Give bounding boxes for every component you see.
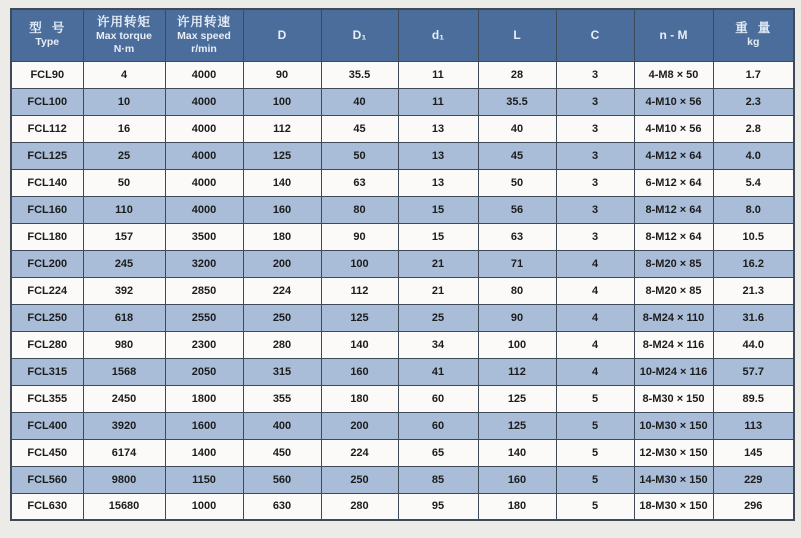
header-row	[11, 9, 794, 61]
value-cell: 40	[321, 88, 398, 115]
model-cell: FCL125	[11, 142, 83, 169]
value-cell: 2050	[165, 358, 243, 385]
table-row	[11, 385, 794, 412]
model-cell: FCL630	[11, 493, 83, 520]
value-cell: 56	[478, 196, 556, 223]
value-cell: 125	[478, 385, 556, 412]
value-cell: 6174	[83, 439, 165, 466]
value-cell: 3	[556, 223, 634, 250]
value-cell: 145	[713, 439, 794, 466]
value-cell: 140	[321, 331, 398, 358]
col-header-max-torque	[83, 9, 165, 61]
value-cell: 125	[321, 304, 398, 331]
value-cell: 5	[556, 466, 634, 493]
value-cell: 160	[321, 358, 398, 385]
table-row	[11, 331, 794, 358]
value-cell: 140	[478, 439, 556, 466]
value-cell: 4	[556, 250, 634, 277]
model-cell: FCL450	[11, 439, 83, 466]
value-cell: 21.3	[713, 277, 794, 304]
value-cell: 1600	[165, 412, 243, 439]
value-cell: 125	[243, 142, 321, 169]
spec-table-container	[10, 8, 793, 521]
model-cell: FCL112	[11, 115, 83, 142]
torque-unit: N·m	[113, 42, 135, 55]
value-cell: 4-M12 × 64	[634, 142, 713, 169]
value-cell: 8-M30 × 150	[634, 385, 713, 412]
value-cell: 90	[321, 223, 398, 250]
col-header-type	[11, 9, 83, 61]
value-cell: 25	[83, 142, 165, 169]
model-cell: FCL180	[11, 223, 83, 250]
value-cell: 392	[83, 277, 165, 304]
value-cell: 71	[478, 250, 556, 277]
table-row	[11, 466, 794, 493]
type-label-en: Type	[35, 36, 60, 49]
value-cell: 5	[556, 412, 634, 439]
value-cell: 200	[321, 412, 398, 439]
value-cell: 13	[398, 115, 478, 142]
value-cell: 3	[556, 88, 634, 115]
value-cell: 12-M30 × 150	[634, 439, 713, 466]
weight-unit: kg	[747, 36, 760, 49]
n-M-label: n - M	[659, 28, 688, 43]
value-cell: 100	[321, 250, 398, 277]
value-cell: 50	[478, 169, 556, 196]
value-cell: 8-M20 × 85	[634, 277, 713, 304]
value-cell: 315	[243, 358, 321, 385]
torque-label-zh: 许用转矩	[96, 14, 151, 29]
value-cell: 3	[556, 61, 634, 88]
value-cell: 4000	[165, 142, 243, 169]
value-cell: 8-M20 × 85	[634, 250, 713, 277]
value-cell: 11	[398, 61, 478, 88]
value-cell: 4	[83, 61, 165, 88]
value-cell: 250	[321, 466, 398, 493]
value-cell: 8-M24 × 116	[634, 331, 713, 358]
value-cell: 4	[556, 304, 634, 331]
model-cell: FCL224	[11, 277, 83, 304]
value-cell: 4000	[165, 115, 243, 142]
value-cell: 125	[478, 412, 556, 439]
value-cell: 160	[478, 466, 556, 493]
table-header	[11, 9, 794, 61]
value-cell: 2.8	[713, 115, 794, 142]
col-header-D	[243, 9, 321, 61]
value-cell: 40	[478, 115, 556, 142]
value-cell: 450	[243, 439, 321, 466]
table-row	[11, 439, 794, 466]
model-cell: FCL400	[11, 412, 83, 439]
value-cell: 5	[556, 493, 634, 520]
value-cell: 1.7	[713, 61, 794, 88]
speed-label-en: Max speed	[177, 29, 231, 42]
col-header-weight	[713, 9, 794, 61]
model-cell: FCL250	[11, 304, 83, 331]
value-cell: 15	[398, 196, 478, 223]
value-cell: 4000	[165, 169, 243, 196]
value-cell: 140	[243, 169, 321, 196]
value-cell: 3	[556, 142, 634, 169]
model-cell: FCL200	[11, 250, 83, 277]
model-cell: FCL100	[11, 88, 83, 115]
value-cell: 13	[398, 142, 478, 169]
table-row	[11, 142, 794, 169]
value-cell: 85	[398, 466, 478, 493]
value-cell: 50	[321, 142, 398, 169]
coupling-spec-table	[10, 8, 795, 521]
value-cell: 200	[243, 250, 321, 277]
value-cell: 4	[556, 331, 634, 358]
col-header-d1	[398, 9, 478, 61]
model-cell: FCL90	[11, 61, 83, 88]
C-label: C	[590, 28, 600, 43]
value-cell: 3	[556, 115, 634, 142]
value-cell: 15680	[83, 493, 165, 520]
table-row	[11, 277, 794, 304]
value-cell: 5	[556, 385, 634, 412]
torque-label-en: Max torque	[95, 29, 152, 42]
value-cell: 4-M10 × 56	[634, 88, 713, 115]
value-cell: 13	[398, 169, 478, 196]
value-cell: 28	[478, 61, 556, 88]
value-cell: 224	[243, 277, 321, 304]
D1-label: D₁	[352, 28, 367, 43]
speed-unit: r/min	[191, 42, 217, 55]
value-cell: 63	[321, 169, 398, 196]
table-row	[11, 115, 794, 142]
value-cell: 21	[398, 250, 478, 277]
value-cell: 1568	[83, 358, 165, 385]
model-cell: FCL140	[11, 169, 83, 196]
value-cell: 10-M30 × 150	[634, 412, 713, 439]
value-cell: 8-M12 × 64	[634, 223, 713, 250]
value-cell: 10.5	[713, 223, 794, 250]
value-cell: 3	[556, 196, 634, 223]
value-cell: 4000	[165, 88, 243, 115]
value-cell: 14-M30 × 150	[634, 466, 713, 493]
spec-table-body	[11, 61, 794, 520]
value-cell: 245	[83, 250, 165, 277]
value-cell: 89.5	[713, 385, 794, 412]
col-header-L	[478, 9, 556, 61]
value-cell: 2450	[83, 385, 165, 412]
speed-label-zh: 许用转速	[176, 14, 231, 29]
value-cell: 2850	[165, 277, 243, 304]
table-row	[11, 223, 794, 250]
table-row	[11, 250, 794, 277]
col-header-n-M	[634, 9, 713, 61]
value-cell: 60	[398, 412, 478, 439]
value-cell: 5.4	[713, 169, 794, 196]
table-row	[11, 196, 794, 223]
value-cell: 3	[556, 169, 634, 196]
value-cell: 34	[398, 331, 478, 358]
value-cell: 16.2	[713, 250, 794, 277]
value-cell: 4	[556, 358, 634, 385]
value-cell: 4-M8 × 50	[634, 61, 713, 88]
table-row	[11, 358, 794, 385]
value-cell: 1150	[165, 466, 243, 493]
weight-label-zh: 重 量	[735, 21, 772, 36]
value-cell: 4	[556, 277, 634, 304]
value-cell: 90	[478, 304, 556, 331]
col-header-D1	[321, 9, 398, 61]
value-cell: 57.7	[713, 358, 794, 385]
model-cell: FCL160	[11, 196, 83, 223]
value-cell: 560	[243, 466, 321, 493]
value-cell: 21	[398, 277, 478, 304]
model-cell: FCL355	[11, 385, 83, 412]
col-header-C	[556, 9, 634, 61]
value-cell: 95	[398, 493, 478, 520]
value-cell: 4000	[165, 61, 243, 88]
value-cell: 60	[398, 385, 478, 412]
value-cell: 9800	[83, 466, 165, 493]
model-cell: FCL315	[11, 358, 83, 385]
value-cell: 224	[321, 439, 398, 466]
value-cell: 400	[243, 412, 321, 439]
value-cell: 45	[478, 142, 556, 169]
value-cell: 35.5	[321, 61, 398, 88]
value-cell: 25	[398, 304, 478, 331]
value-cell: 50	[83, 169, 165, 196]
value-cell: 296	[713, 493, 794, 520]
value-cell: 160	[243, 196, 321, 223]
value-cell: 10	[83, 88, 165, 115]
value-cell: 157	[83, 223, 165, 250]
value-cell: 8-M24 × 110	[634, 304, 713, 331]
value-cell: 35.5	[478, 88, 556, 115]
value-cell: 1800	[165, 385, 243, 412]
table-row	[11, 304, 794, 331]
value-cell: 63	[478, 223, 556, 250]
value-cell: 280	[243, 331, 321, 358]
value-cell: 980	[83, 331, 165, 358]
L-label: L	[513, 28, 521, 43]
value-cell: 45	[321, 115, 398, 142]
value-cell: 4.0	[713, 142, 794, 169]
model-cell: FCL560	[11, 466, 83, 493]
value-cell: 180	[243, 223, 321, 250]
table-row	[11, 61, 794, 88]
value-cell: 18-M30 × 150	[634, 493, 713, 520]
value-cell: 41	[398, 358, 478, 385]
value-cell: 10-M24 × 116	[634, 358, 713, 385]
D-label: D	[277, 28, 287, 43]
value-cell: 112	[243, 115, 321, 142]
d1-label: d₁	[431, 28, 445, 43]
value-cell: 280	[321, 493, 398, 520]
value-cell: 11	[398, 88, 478, 115]
value-cell: 355	[243, 385, 321, 412]
value-cell: 229	[713, 466, 794, 493]
value-cell: 180	[478, 493, 556, 520]
value-cell: 110	[83, 196, 165, 223]
value-cell: 80	[321, 196, 398, 223]
value-cell: 5	[556, 439, 634, 466]
value-cell: 1400	[165, 439, 243, 466]
value-cell: 44.0	[713, 331, 794, 358]
value-cell: 80	[478, 277, 556, 304]
value-cell: 630	[243, 493, 321, 520]
value-cell: 3920	[83, 412, 165, 439]
model-cell: FCL280	[11, 331, 83, 358]
table-row	[11, 169, 794, 196]
value-cell: 8.0	[713, 196, 794, 223]
value-cell: 112	[321, 277, 398, 304]
value-cell: 618	[83, 304, 165, 331]
table-row	[11, 412, 794, 439]
value-cell: 4-M10 × 56	[634, 115, 713, 142]
value-cell: 250	[243, 304, 321, 331]
value-cell: 3200	[165, 250, 243, 277]
value-cell: 90	[243, 61, 321, 88]
col-header-max-speed	[165, 9, 243, 61]
value-cell: 16	[83, 115, 165, 142]
value-cell: 15	[398, 223, 478, 250]
value-cell: 2550	[165, 304, 243, 331]
value-cell: 31.6	[713, 304, 794, 331]
value-cell: 2.3	[713, 88, 794, 115]
value-cell: 112	[478, 358, 556, 385]
type-label-zh: 型 号	[29, 21, 66, 36]
table-row	[11, 88, 794, 115]
value-cell: 1000	[165, 493, 243, 520]
table-row	[11, 493, 794, 520]
value-cell: 100	[478, 331, 556, 358]
value-cell: 100	[243, 88, 321, 115]
value-cell: 180	[321, 385, 398, 412]
value-cell: 65	[398, 439, 478, 466]
value-cell: 2300	[165, 331, 243, 358]
value-cell: 4000	[165, 196, 243, 223]
value-cell: 3500	[165, 223, 243, 250]
value-cell: 8-M12 × 64	[634, 196, 713, 223]
value-cell: 113	[713, 412, 794, 439]
value-cell: 6-M12 × 64	[634, 169, 713, 196]
